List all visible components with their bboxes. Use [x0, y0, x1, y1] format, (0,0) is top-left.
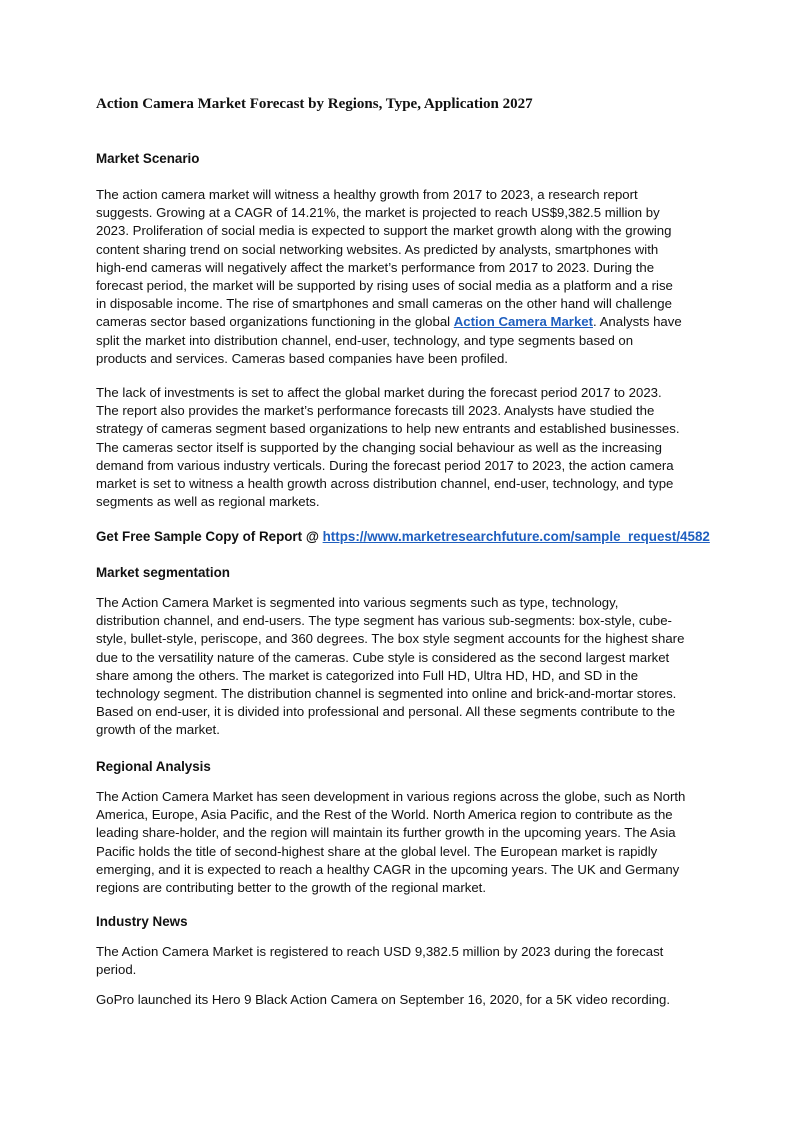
text-line: share among the others. The market is categorized into Full HD, Ultra HD, HD, and SD in the: [96, 667, 639, 683]
text-line: high-end cameras will negatively affect the market’s performance from 2017 to 2023. During the: [96, 259, 655, 275]
action-camera-market-link[interactable]: Action Camera Market: [453, 314, 593, 330]
text-line: strategy of cameras segment based organizations to help new entrants and established businesses.: [96, 421, 680, 437]
text-line: The Action Camera Market is segmented into various segments such as type, technology,: [96, 595, 619, 610]
heading-industry-news: Industry News: [96, 914, 188, 929]
sample-request-link[interactable]: https://www.marketresearchfuture.com/sample_request/4582: [322, 529, 710, 544]
paragraph-news-1: [96, 943, 700, 979]
text-line: The report also provides the market’s performance forecasts till 2023. Analysts have studied the: [96, 403, 655, 419]
text-line: demand from various industry verticals. During the forecast period 2017 to 2023, the action camera: [96, 457, 674, 473]
link-line-suffix: . Analysts have: [593, 314, 682, 330]
text-line: The Action Camera Market is registered to reach USD 9,382.5 million by 2023 during the forecast: [96, 944, 664, 959]
heading-market-scenario: Market Scenario: [96, 151, 200, 166]
paragraph-scenario-2: [96, 384, 700, 511]
text-line: split the market into distribution channel, end-user, technology, and type segments based on: [96, 332, 634, 348]
document-title: Action Camera Market Forecast by Regions, Type, Application 2027: [96, 96, 533, 112]
text-line: Based on end-user, it is divided into professional and personal. All these segments contribute to the: [96, 704, 676, 720]
text-line: GoPro launched its Hero 9 Black Action Camera on September 16, 2020, for a 5K video recording.: [96, 992, 670, 1007]
text-line: products and services. Cameras based companies have been profiled.: [96, 350, 508, 366]
sample-request-label: Get Free Sample Copy of Report @: [96, 529, 323, 544]
text-line: Pacific holds the title of second-highest share at the global level. The European market is rapidly: [96, 843, 658, 859]
text-line: content sharing trend on social networking websites. As predicted by analysts, smartphones with: [96, 241, 659, 257]
text-line: The cameras sector itself is supported by the changing social behaviour as well as the increasing: [96, 439, 662, 455]
text-line: 2023. Proliferation of social media is expected to support the market growth along with the growing: [96, 223, 672, 239]
paragraph-news-2: [96, 991, 700, 1009]
text-line: America, Europe, Asia Pacific, and the Rest of the World. North America region to contribute as the: [96, 807, 673, 823]
text-line: technology segment. The distribution channel is segmented into online and brick-and-mortar stores.: [96, 686, 677, 702]
text-line: The lack of investments is set to affect the global market during the forecast period 2017 to 2023.: [96, 385, 662, 400]
link-line-prefix: cameras sector based organizations functioning in the global: [96, 314, 454, 330]
paragraph-scenario-1: [96, 186, 700, 368]
paragraph-segmentation: [96, 594, 700, 740]
text-line: in disposable income. The rise of smartphones and small cameras on the other hand will challenge: [96, 296, 672, 312]
heading-regional-analysis: Regional Analysis: [96, 759, 211, 774]
paragraph-regional: [96, 788, 700, 897]
text-line: leading share-holder, and the region will maintain its further growth in the upcoming years. The Asia: [96, 825, 676, 841]
text-line: emerging, and it is expected to reach a healthy CAGR in the upcoming years. The UK and Germany: [96, 861, 680, 877]
text-line: The Action Camera Market has seen development in various regions across the globe, such as North: [96, 789, 686, 804]
text-line: regions are contributing better to the growth of the regional market.: [96, 880, 486, 896]
text-line: market is set to witness a health growth across distribution channel, end-user, technology, and type: [96, 476, 674, 492]
text-line: style, bullet-style, periscope, and 360 degrees. The box style segment accounts for the highest share: [96, 631, 685, 647]
text-line: period.: [96, 962, 137, 978]
text-line: The action camera market will witness a healthy growth from 2017 to 2023, a research report: [96, 187, 638, 202]
text-line: growth of the market.: [96, 722, 220, 738]
text-line: due to the versatility nature of the cameras. Cube style is considered as the second largest market: [96, 649, 670, 665]
text-line-with-link: [96, 313, 700, 331]
sample-request-line: [96, 528, 710, 546]
text-line: forecast period, the market will be supported by rising uses of social media as a platform and a rise: [96, 278, 673, 294]
text-line: segments as well as regional markets.: [96, 494, 320, 510]
text-line: suggests. Growing at a CAGR of 14.21%, the market is projected to reach US$9,382.5 million by: [96, 205, 660, 221]
heading-market-segmentation: Market segmentation: [96, 565, 230, 580]
text-line: distribution channel, and end-users. The type segment has various sub-segments: box-style, cube-: [96, 613, 672, 629]
